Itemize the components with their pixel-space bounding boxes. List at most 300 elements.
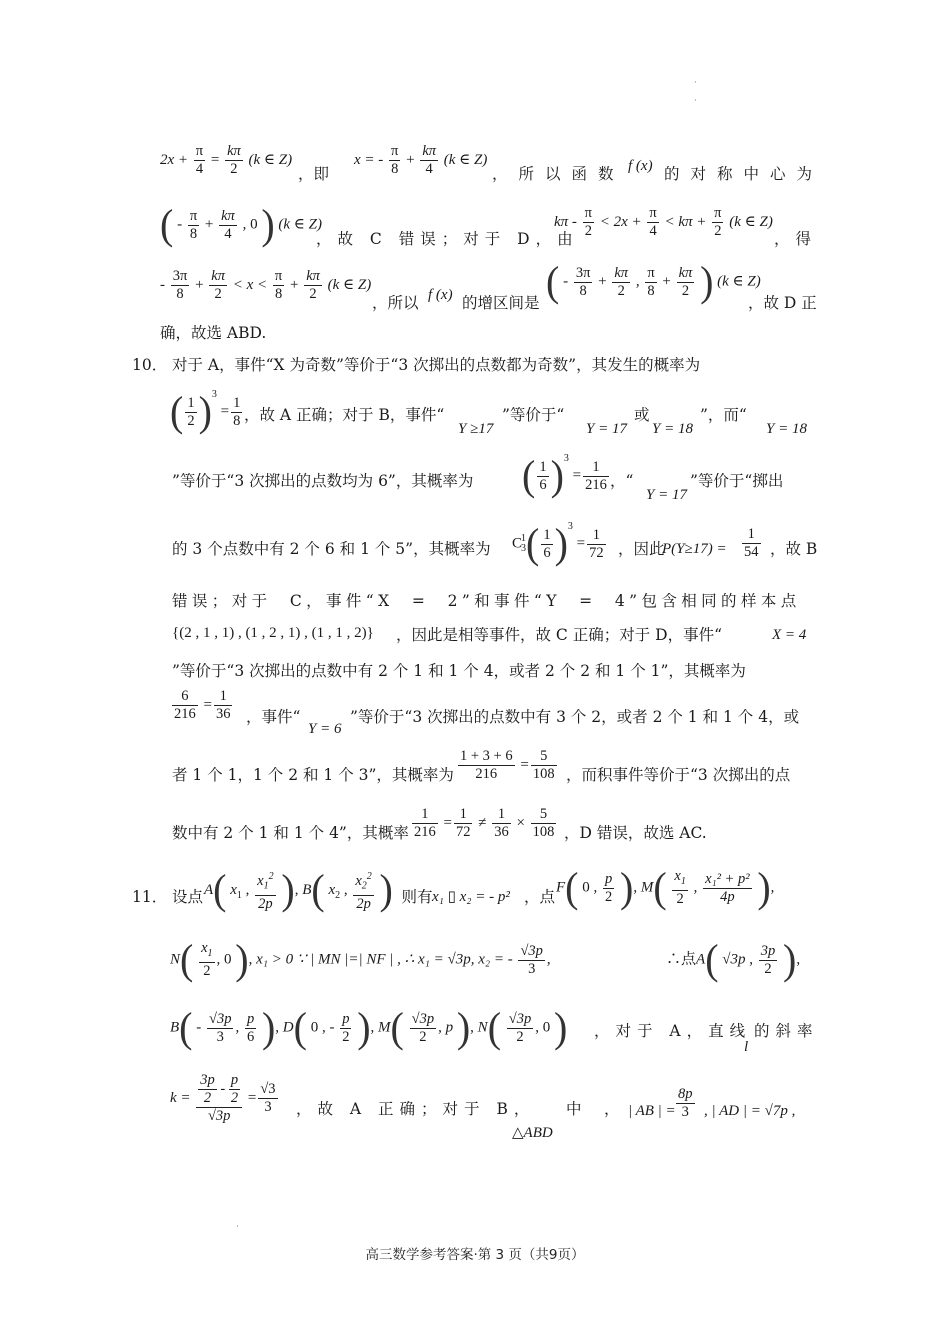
fraction: [603, 871, 614, 906]
den: 8: [274, 286, 283, 302]
den: 3: [681, 1104, 689, 1120]
expr: < x <: [232, 276, 268, 293]
expr: Y = 6: [308, 721, 342, 737]
num: p: [230, 1072, 239, 1088]
p9-line-2: [160, 200, 322, 249]
p10-line-8: $\frac{6}{216}$ = $\frac{1}{36}$: [174, 688, 231, 722]
fraction: [583, 459, 609, 494]
paren: (: [653, 863, 667, 912]
fraction: [587, 527, 606, 562]
fraction: [188, 208, 199, 243]
expr: B: [170, 1019, 180, 1036]
paren: (: [522, 451, 536, 500]
comb-sub: 3: [521, 543, 527, 555]
fraction: [185, 395, 196, 430]
paren: (: [487, 1003, 502, 1052]
den: 8: [189, 225, 198, 242]
num: 1: [412, 806, 438, 824]
paren: (: [293, 1003, 307, 1052]
fraction: [410, 1011, 436, 1046]
text: ∴点: [666, 951, 697, 968]
paren: (: [390, 1003, 404, 1052]
p11-line-1: A( $x_1$ , $\frac{x_1^2}{2p}$ ), B( $x_2$ , $\frac{x_2^2}{2p}$ ): [204, 866, 393, 914]
op: +: [204, 216, 214, 233]
text: ”等价于“3 次掷出的点数中有 2 个 1 和 1 个 4，或者 2 个 2 和 1 个 1”，其概率为: [172, 662, 746, 680]
expr: B: [302, 881, 312, 898]
fraction: [676, 1086, 695, 1121]
paren: ): [379, 866, 393, 914]
num: 1: [583, 459, 609, 477]
den: 2: [764, 960, 772, 977]
fraction: [198, 1072, 217, 1107]
expr: (k ∈ Z): [729, 213, 773, 230]
text: 设点: [172, 888, 204, 906]
num: kπ: [678, 264, 693, 281]
paren: (: [546, 257, 560, 306]
fraction: [454, 806, 473, 841]
num: 1: [543, 526, 551, 543]
paren: ): [700, 257, 714, 306]
expr: f (x): [428, 287, 453, 303]
p10-line-3: ( $\frac{1}{6}$ )$^3$ = $\frac{1}{216}$: [522, 451, 607, 500]
paren: ): [261, 200, 275, 249]
num: p: [605, 870, 613, 887]
expr: 2x +: [160, 151, 192, 168]
den: √3p: [207, 1108, 231, 1124]
text: ，故 A 正确；对于 B，事件“: [244, 406, 445, 424]
exponent: 3: [567, 521, 573, 533]
p9-line-3b: [546, 257, 761, 306]
text: ”，而“: [700, 406, 747, 424]
den: 4p: [720, 888, 735, 905]
den: 2: [419, 1028, 427, 1045]
fraction: [389, 143, 400, 178]
text: ，故 A 正确；对于 B，: [296, 1100, 536, 1118]
text: ，则有: [386, 888, 433, 906]
num: 8p: [678, 1086, 693, 1102]
expr: < kπ +: [664, 213, 707, 230]
paren: ): [783, 935, 797, 984]
text: ，“: [610, 472, 634, 490]
text: ，事件“: [246, 708, 301, 726]
den: 8: [233, 412, 241, 429]
num: 5: [531, 748, 557, 766]
sub: 1: [236, 889, 242, 901]
num: 5: [531, 806, 557, 824]
expr: kπ -: [554, 213, 577, 230]
num: π: [714, 205, 722, 221]
fraction: [231, 395, 242, 430]
num: kπ: [422, 143, 437, 159]
num: kπ: [614, 264, 629, 281]
fraction: [703, 871, 751, 906]
num: 3π: [575, 264, 591, 281]
num: √3p: [209, 1010, 232, 1027]
num: kπ: [211, 268, 225, 284]
fraction: [645, 265, 656, 300]
den: 2: [584, 223, 592, 239]
text: ”等价于“掷出: [690, 472, 784, 490]
p11-line-2: N( $\frac{x_1}{2}$ , 0 ), x₁ > 0 ∵ | MN |=| NF | , ∴ x₁ = √3p, x₂ = - $\frac{√3p}{3}$ ,: [170, 935, 551, 984]
p9-line-3: [160, 268, 371, 303]
text: ，即: [298, 165, 330, 183]
text: 确，故选 ABD.: [160, 324, 267, 342]
expr: A: [696, 951, 706, 968]
fraction: [304, 268, 322, 303]
paren: (: [180, 935, 194, 984]
fraction: [214, 688, 233, 723]
den: 216: [475, 766, 498, 782]
expr: M: [640, 879, 654, 896]
sub: 2: [335, 889, 341, 901]
paren: ): [757, 863, 771, 912]
text: ，故 B: [770, 540, 818, 558]
num: π: [649, 205, 657, 221]
expr: P(Y≥17) =: [662, 541, 727, 557]
expr: x₁ > 0 ∵ | MN |=| NF | , ∴ x₁ = √3p, x₂ = -: [256, 951, 513, 968]
text: ，: [604, 1100, 620, 1118]
fraction: [612, 265, 630, 300]
paren: ): [261, 1003, 276, 1052]
expr: N: [170, 951, 181, 968]
op: -: [196, 1019, 202, 1036]
x: x: [355, 872, 362, 889]
fraction: [759, 943, 778, 978]
op: ,: [635, 273, 640, 290]
fraction: [518, 943, 544, 978]
den: 2: [617, 282, 625, 299]
sup: 2: [366, 871, 372, 882]
paren: (: [565, 863, 579, 912]
den: 4: [195, 161, 204, 177]
expr: N: [477, 1019, 488, 1036]
expr: A: [204, 881, 214, 898]
den: 8: [579, 282, 587, 299]
op: ×: [516, 814, 525, 831]
num: 1: [587, 527, 606, 545]
num: π: [189, 207, 198, 224]
expr: k =: [170, 1089, 191, 1106]
num: π: [274, 268, 283, 284]
p10-line-4: $C_3^1$( $\frac{1}{6}$ )$^3$ = $\frac{1}{72}$: [512, 519, 604, 568]
fraction: [207, 1011, 233, 1046]
text: ，故 C 错误；对于 D，由: [316, 230, 579, 248]
paren: (: [179, 1003, 193, 1052]
text: 错误；对于 C，事件“X = 2”和事件“Y = 4”包含相同的样本点: [172, 592, 801, 610]
expr: Y ≥17: [458, 421, 494, 437]
fraction: [412, 806, 438, 841]
fraction: [672, 868, 687, 908]
op: +: [289, 276, 299, 293]
expr: p: [445, 1019, 454, 1036]
fraction: [541, 527, 552, 562]
p10-line-2: ( $\frac{1}{2}$ )$^3$ = $\frac{1}{8}$: [170, 387, 241, 436]
paren: ): [281, 866, 295, 914]
op: -: [563, 273, 569, 290]
text: 者 1 个 1，1 个 2 和 1 个 3”，其概率为: [172, 766, 454, 784]
fraction: [647, 205, 658, 240]
fraction: [219, 208, 237, 243]
p9-line-2b: [554, 205, 773, 240]
p9-line-1b: [354, 143, 487, 178]
sup: 2: [268, 871, 274, 882]
text: ，而积事件等价于“3 次掷出的点: [566, 766, 791, 784]
num: √3p: [520, 942, 543, 959]
expr: √3p: [722, 951, 746, 968]
expr: X = 4: [772, 627, 807, 643]
fraction: [229, 1072, 240, 1107]
den: 2: [676, 890, 684, 907]
den: 8: [391, 161, 399, 177]
num: π: [584, 205, 592, 221]
den: 2: [714, 223, 722, 239]
p11-line-4: k = $\frac{3p}{2}$ - $\frac{p}{2}$ √3p = $\frac{√3}{3}$: [170, 1072, 276, 1124]
den: 36: [215, 706, 231, 722]
expr: M: [378, 1019, 391, 1036]
fraction: [172, 688, 198, 723]
text: 或: [634, 406, 650, 424]
fraction: [507, 1011, 533, 1046]
problem-number: 10．: [132, 356, 168, 374]
text: 的增区间是: [462, 294, 540, 312]
text: ”等价于“3 次掷出的点数均为 6”，其概率为: [172, 472, 474, 490]
sub: 1: [263, 880, 269, 892]
paren: (: [526, 519, 540, 568]
expr: Y = 18: [766, 421, 807, 437]
fraction: [677, 265, 695, 300]
num: 1: [187, 394, 195, 411]
expr: x = -: [354, 151, 384, 168]
exponent: 3: [211, 389, 217, 401]
expr: , | AD | = √7p ,: [704, 1103, 796, 1119]
den: 2: [230, 161, 238, 177]
den: 3: [264, 1099, 272, 1115]
num: 1: [492, 806, 511, 824]
comb-sup: 1: [521, 533, 527, 545]
den: 2: [230, 1090, 239, 1106]
den: 6: [246, 1028, 255, 1045]
fraction: [258, 1081, 277, 1116]
num: π: [647, 264, 655, 281]
num: kπ: [227, 143, 241, 159]
num: √3p: [411, 1010, 435, 1027]
p10-line-10: $\frac{1}{216}$ = $\frac{1}{72}$ ≠ $\frac{1}{36}$ × $\frac{5}{108}$: [414, 806, 555, 840]
p11-frac-8p: [674, 1086, 697, 1121]
fraction: [199, 940, 214, 980]
paren: ): [235, 935, 249, 984]
den: 108: [532, 766, 555, 782]
den: 2: [309, 286, 317, 302]
scan-dot: ·: [694, 96, 697, 106]
paren: ): [198, 387, 212, 436]
paren: ): [553, 1003, 568, 1052]
text: ，D 错误，故选 AC.: [564, 824, 707, 842]
op: +: [598, 273, 607, 290]
p11-line-3: B( - $\frac{√3p}{3}$ , $\frac{p}{6}$ ), D( 0 , - $\frac{p}{2}$ ), M( $\frac{√3p}{2}$ , p ), N( $\frac{√3p}{2}$ , 0 ): [170, 1003, 568, 1052]
fraction: [574, 265, 593, 300]
page-footer: 高三数学参考答案·第 3 页（共9页）: [365, 1247, 585, 1263]
text: 中: [566, 1100, 582, 1118]
num: kπ: [306, 268, 320, 284]
fraction: [273, 268, 284, 303]
den: 216: [414, 824, 436, 840]
expr: , 0: [242, 216, 258, 233]
text: 的对称中心为: [664, 165, 824, 183]
expr: (k ∈ Z): [443, 151, 488, 168]
fraction: [742, 526, 761, 561]
x: x: [257, 872, 264, 889]
den: 2: [203, 962, 211, 979]
paren: (: [213, 866, 227, 914]
den: 2: [342, 1028, 350, 1045]
sub: 1: [207, 947, 213, 959]
den: 108: [532, 824, 555, 840]
expr: Y = 17: [586, 421, 627, 437]
p10-frac-54: [740, 526, 763, 561]
x: x: [674, 868, 681, 885]
fraction: [531, 806, 557, 841]
den: 2: [187, 412, 195, 429]
den: 2: [516, 1028, 524, 1045]
num: 1: [539, 458, 547, 475]
fraction: [245, 1011, 256, 1046]
op: -: [177, 216, 183, 233]
expr: △ABD: [512, 1125, 553, 1141]
fraction: [492, 806, 511, 841]
expr: (k ∈ Z): [278, 216, 322, 233]
op: +: [195, 276, 204, 293]
text: 的 3 个点数中有 2 个 6 和 1 个 5”，其概率为: [172, 540, 491, 558]
sub: 1: [680, 875, 686, 887]
text: ”等价于“3 次掷出的点数中有 3 个 2，或者 2 个 1 和 1 个 4，或: [350, 708, 800, 726]
op: -: [220, 1080, 226, 1097]
expr: l: [744, 1039, 749, 1055]
fraction: [340, 1011, 351, 1046]
expr: (k ∈ Z): [327, 276, 372, 293]
fraction: [458, 748, 515, 783]
den: 4: [649, 223, 657, 239]
num: 1: [454, 806, 473, 824]
fraction: [171, 268, 190, 303]
den: 2: [203, 1090, 212, 1106]
text: ，因此: [618, 540, 665, 558]
den: 36: [494, 824, 509, 840]
fraction: [209, 268, 227, 303]
text: ，因此是相等事件，故 C 正确；对于 D，事件“: [396, 626, 722, 644]
fraction: [583, 205, 594, 240]
num: 1: [233, 394, 241, 411]
expr: | AB | =: [628, 1103, 676, 1119]
den: 2: [681, 282, 690, 299]
text: 的斜率: [754, 1022, 819, 1040]
p11-line-1b: F( 0 , $\frac{p}{2}$ ), M( $\frac{x_1}{2}$ , $\frac{\text{x₁² + p²}}{4p}$ ),: [556, 863, 775, 912]
scan-dot: ·: [236, 1222, 239, 1232]
fraction: [255, 868, 275, 913]
exponent: 3: [563, 453, 569, 465]
num: 3π: [172, 268, 188, 284]
p10-line-9: $\frac{1 + 3 + 6}{216}$ = $\frac{5}{108}$: [460, 748, 555, 782]
fraction: [420, 143, 438, 178]
expr: (k ∈ Z): [717, 273, 761, 290]
op: +: [406, 151, 415, 168]
den: 2: [214, 286, 222, 302]
den: 6: [543, 544, 551, 561]
num: 3p: [760, 942, 776, 959]
text: 数中有 2 个 1 和 1 个 4”，其概率: [172, 824, 409, 842]
den: 72: [589, 544, 604, 561]
num: 1 + 3 + 6: [460, 748, 513, 764]
text: ，得: [774, 230, 818, 248]
paren: (: [160, 200, 174, 249]
num: 1: [742, 526, 761, 544]
text: ，故 D 正: [748, 294, 817, 312]
paren: ): [357, 1003, 371, 1052]
op: ≠: [478, 814, 487, 831]
den: 4: [425, 161, 433, 177]
scan-dot: ·: [694, 78, 697, 88]
paren: (: [705, 935, 719, 984]
paren: ): [554, 519, 568, 568]
den: 3: [216, 1028, 224, 1045]
x: x: [201, 940, 208, 957]
expr: < 2x +: [599, 213, 642, 230]
expr: x: [230, 881, 237, 898]
sub: 2: [361, 880, 367, 892]
den: 216: [585, 476, 607, 493]
den: 54: [744, 544, 759, 560]
num: √3p: [508, 1010, 532, 1027]
den: 8: [647, 282, 655, 299]
expr: Y = 17: [646, 487, 687, 503]
expr: x₁ ▯ x₂ = - p²: [432, 889, 510, 905]
expr: x: [328, 881, 336, 898]
text: ，所以: [372, 294, 419, 312]
num: x₁² + p²: [705, 870, 750, 887]
num: 3p: [200, 1072, 215, 1088]
fraction: [353, 868, 373, 913]
expr: f (x): [628, 158, 653, 174]
text: ，对于 A，直线: [594, 1022, 752, 1040]
fraction: [537, 459, 548, 494]
op: -: [160, 276, 165, 293]
num: π: [195, 143, 204, 159]
num: p: [342, 1010, 350, 1027]
fraction: [712, 205, 723, 240]
fraction: [194, 143, 205, 178]
den: 8: [176, 286, 184, 302]
p9-line-1: 2x + $\frac{\pi}{4}$ = $\frac{k\pi}{2}$ (k ∈ Z): [160, 143, 293, 177]
den: 2p: [356, 895, 371, 912]
num: 1: [214, 688, 233, 706]
den: 2p: [258, 895, 273, 912]
expr: (k ∈ Z): [248, 151, 293, 168]
den: 3: [528, 960, 536, 977]
expr: F: [556, 879, 566, 896]
op: +: [662, 273, 671, 290]
text: ，点: [524, 888, 556, 906]
paren: (: [311, 866, 325, 914]
num: π: [391, 143, 399, 159]
paren: ): [456, 1003, 471, 1052]
den: 4: [224, 225, 232, 242]
num: p: [246, 1010, 255, 1027]
num: √3: [260, 1081, 276, 1097]
expr: D: [282, 1019, 294, 1036]
p11-line-2b: ∴点A( √3p , $\frac{3p}{2}$ ),: [666, 935, 801, 984]
den: 2: [605, 888, 613, 905]
paren: ): [620, 863, 634, 912]
expr: Y = 18: [652, 421, 693, 437]
